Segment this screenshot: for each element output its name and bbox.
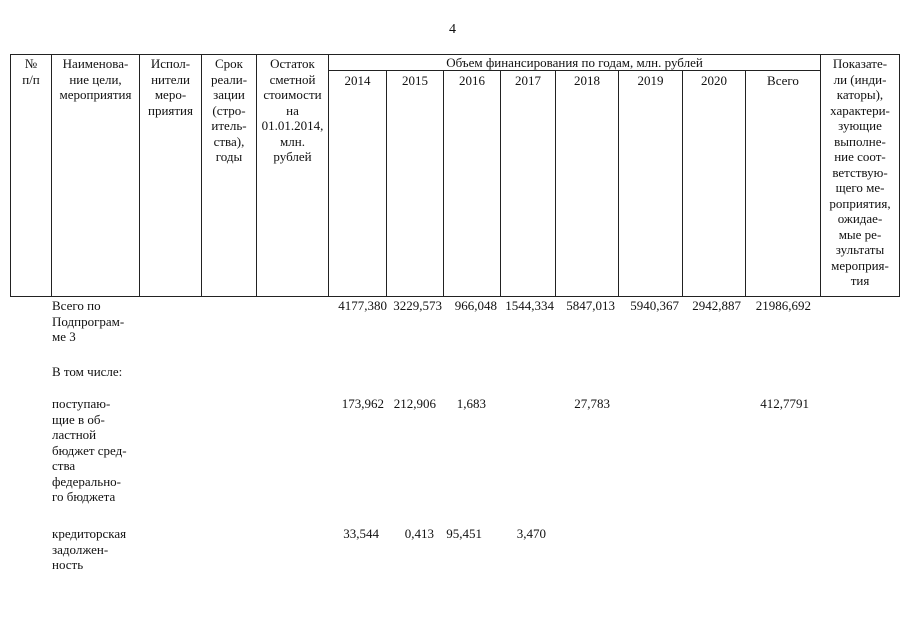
header-number xyxy=(11,55,52,297)
header-name xyxy=(52,55,140,297)
header-name-text: Наименова- ние цели, мероприятия xyxy=(59,56,132,102)
value-2019: 5940,367 xyxy=(630,298,679,313)
header-table xyxy=(10,54,900,297)
value-total: 21986,692 xyxy=(755,298,811,313)
value-2018: 27,783 xyxy=(574,396,610,411)
header-term xyxy=(202,55,257,297)
row-label: поступаю- щие в об- ластной бюджет сред- ства федерально- го бюджета xyxy=(52,396,127,504)
header-remainder-text: Остаток сметной стоимости на 01.01.2014, млн. рублей xyxy=(261,56,324,164)
value-2016: 95,451 xyxy=(446,526,482,541)
header-year: 2019 xyxy=(619,71,683,297)
value-2014: 33,544 xyxy=(343,526,379,541)
row-label: В том числе: xyxy=(52,364,123,379)
header-term-text: Срок реали- зации (стро- итель- ства), годы xyxy=(210,56,248,164)
value-2016: 966,048 xyxy=(454,298,497,313)
value-2017: 3,470 xyxy=(516,526,546,541)
row-label: кредиторская задолжен- ность xyxy=(52,526,127,572)
header-year: 2020 xyxy=(683,71,746,297)
value-2016: 1,683 xyxy=(456,396,486,411)
header-financing-title: Объем финансирования по годам, млн. рублей xyxy=(329,55,821,71)
header-remainder xyxy=(257,55,329,297)
value-2015: 212,906 xyxy=(393,396,436,411)
value-2017: 1544,334 xyxy=(505,298,554,313)
value-2020: 2942,887 xyxy=(692,298,741,313)
page-number: 4 xyxy=(449,22,456,37)
value-2014: 173,962 xyxy=(341,396,384,411)
header-number-text: № п/п xyxy=(22,56,40,87)
header-indicators-text: Показате- ли (инди- каторы), характери- зующие выполне- ние соот- ветствую- щего ме- роприятия, ожидае- мые ре- зультаты мероприя- тия xyxy=(829,56,891,288)
value-total: 412,7791 xyxy=(760,396,809,411)
value-2015: 0,413 xyxy=(404,526,434,541)
header-indicators xyxy=(821,55,900,297)
value-2014: 4177,380 xyxy=(338,298,387,313)
row-label: Всего по Подпрограм- ме 3 xyxy=(52,298,125,344)
header-year: 2014 xyxy=(329,71,387,297)
header-year: 2015 xyxy=(387,71,444,297)
header-year: 2017 xyxy=(501,71,556,297)
value-2018: 5847,013 xyxy=(566,298,615,313)
value-2015: 3229,573 xyxy=(393,298,442,313)
header-executors xyxy=(140,55,202,297)
header-year: 2018 xyxy=(556,71,619,297)
header-executors-text: Испол- нители меро- приятия xyxy=(147,56,193,118)
header-year-total: Всего xyxy=(746,71,821,297)
header-year: 2016 xyxy=(444,71,501,297)
